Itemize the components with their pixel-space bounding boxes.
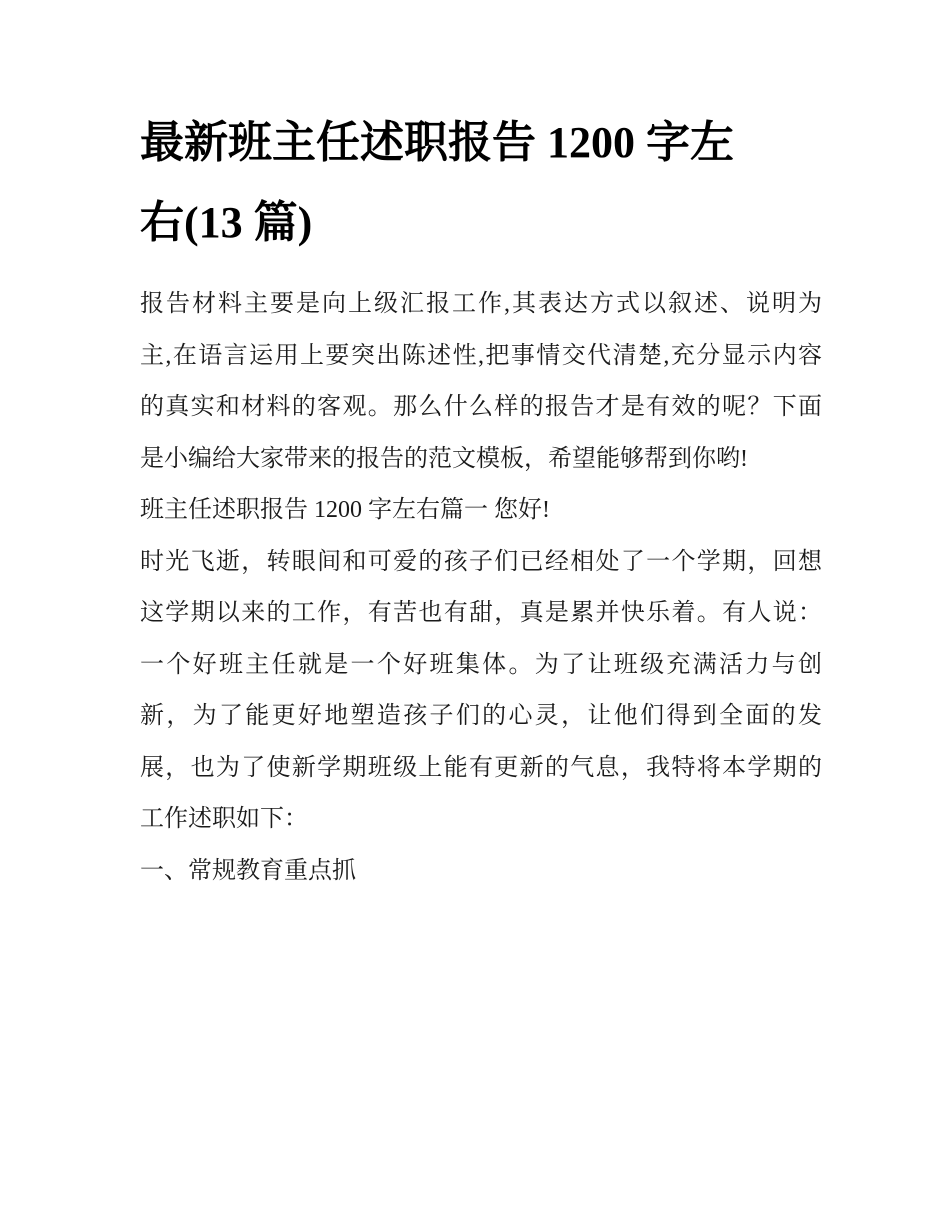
document-body: [140, 279, 822, 897]
paragraph: [140, 846, 822, 898]
title-line: 右(13 篇): [140, 198, 313, 247]
body-line: 展，也为了使新学期班级上能有更新的气息，我特将本学期的: [140, 754, 822, 781]
title-line: 最新班主任述职报告 1200 字左: [140, 118, 734, 167]
body-line: 工作述职如下：: [140, 806, 308, 832]
paragraph: [140, 279, 822, 485]
body-line: 是小编给大家带来的报告的范文模板，希望能够帮到你哟!: [140, 445, 748, 472]
page-content: [140, 103, 822, 897]
body-line: 报告材料主要是向上级汇报工作,其表达方式以叙述、说明为: [140, 291, 822, 317]
body-line: 一、常规教育重点抓: [140, 857, 356, 884]
document-title: [140, 103, 822, 263]
body-line: 一个好班主任就是一个好班集体。为了让班级充满活力与创: [140, 651, 822, 678]
body-line: 新，为了能更好地塑造孩子们的心灵，让他们得到全面的发: [140, 703, 822, 729]
body-line: 班主任述职报告 1200 字左右篇一 您好!: [140, 497, 550, 523]
paragraph: [140, 537, 822, 846]
body-line: 时光飞逝，转眼间和可爱的孩子们已经相处了一个学期，回想: [140, 548, 822, 575]
body-line: 这学期以来的工作，有苦也有甜，真是累并快乐着。有人说：: [140, 600, 822, 626]
body-line: 的真实和材料的客观。那么什么样的报告才是有效的呢？下面: [140, 394, 822, 420]
paragraph: [140, 485, 822, 537]
body-line: 主,在语言运用上要突出陈述性,把事情交代清楚,充分显示内容: [140, 342, 822, 369]
